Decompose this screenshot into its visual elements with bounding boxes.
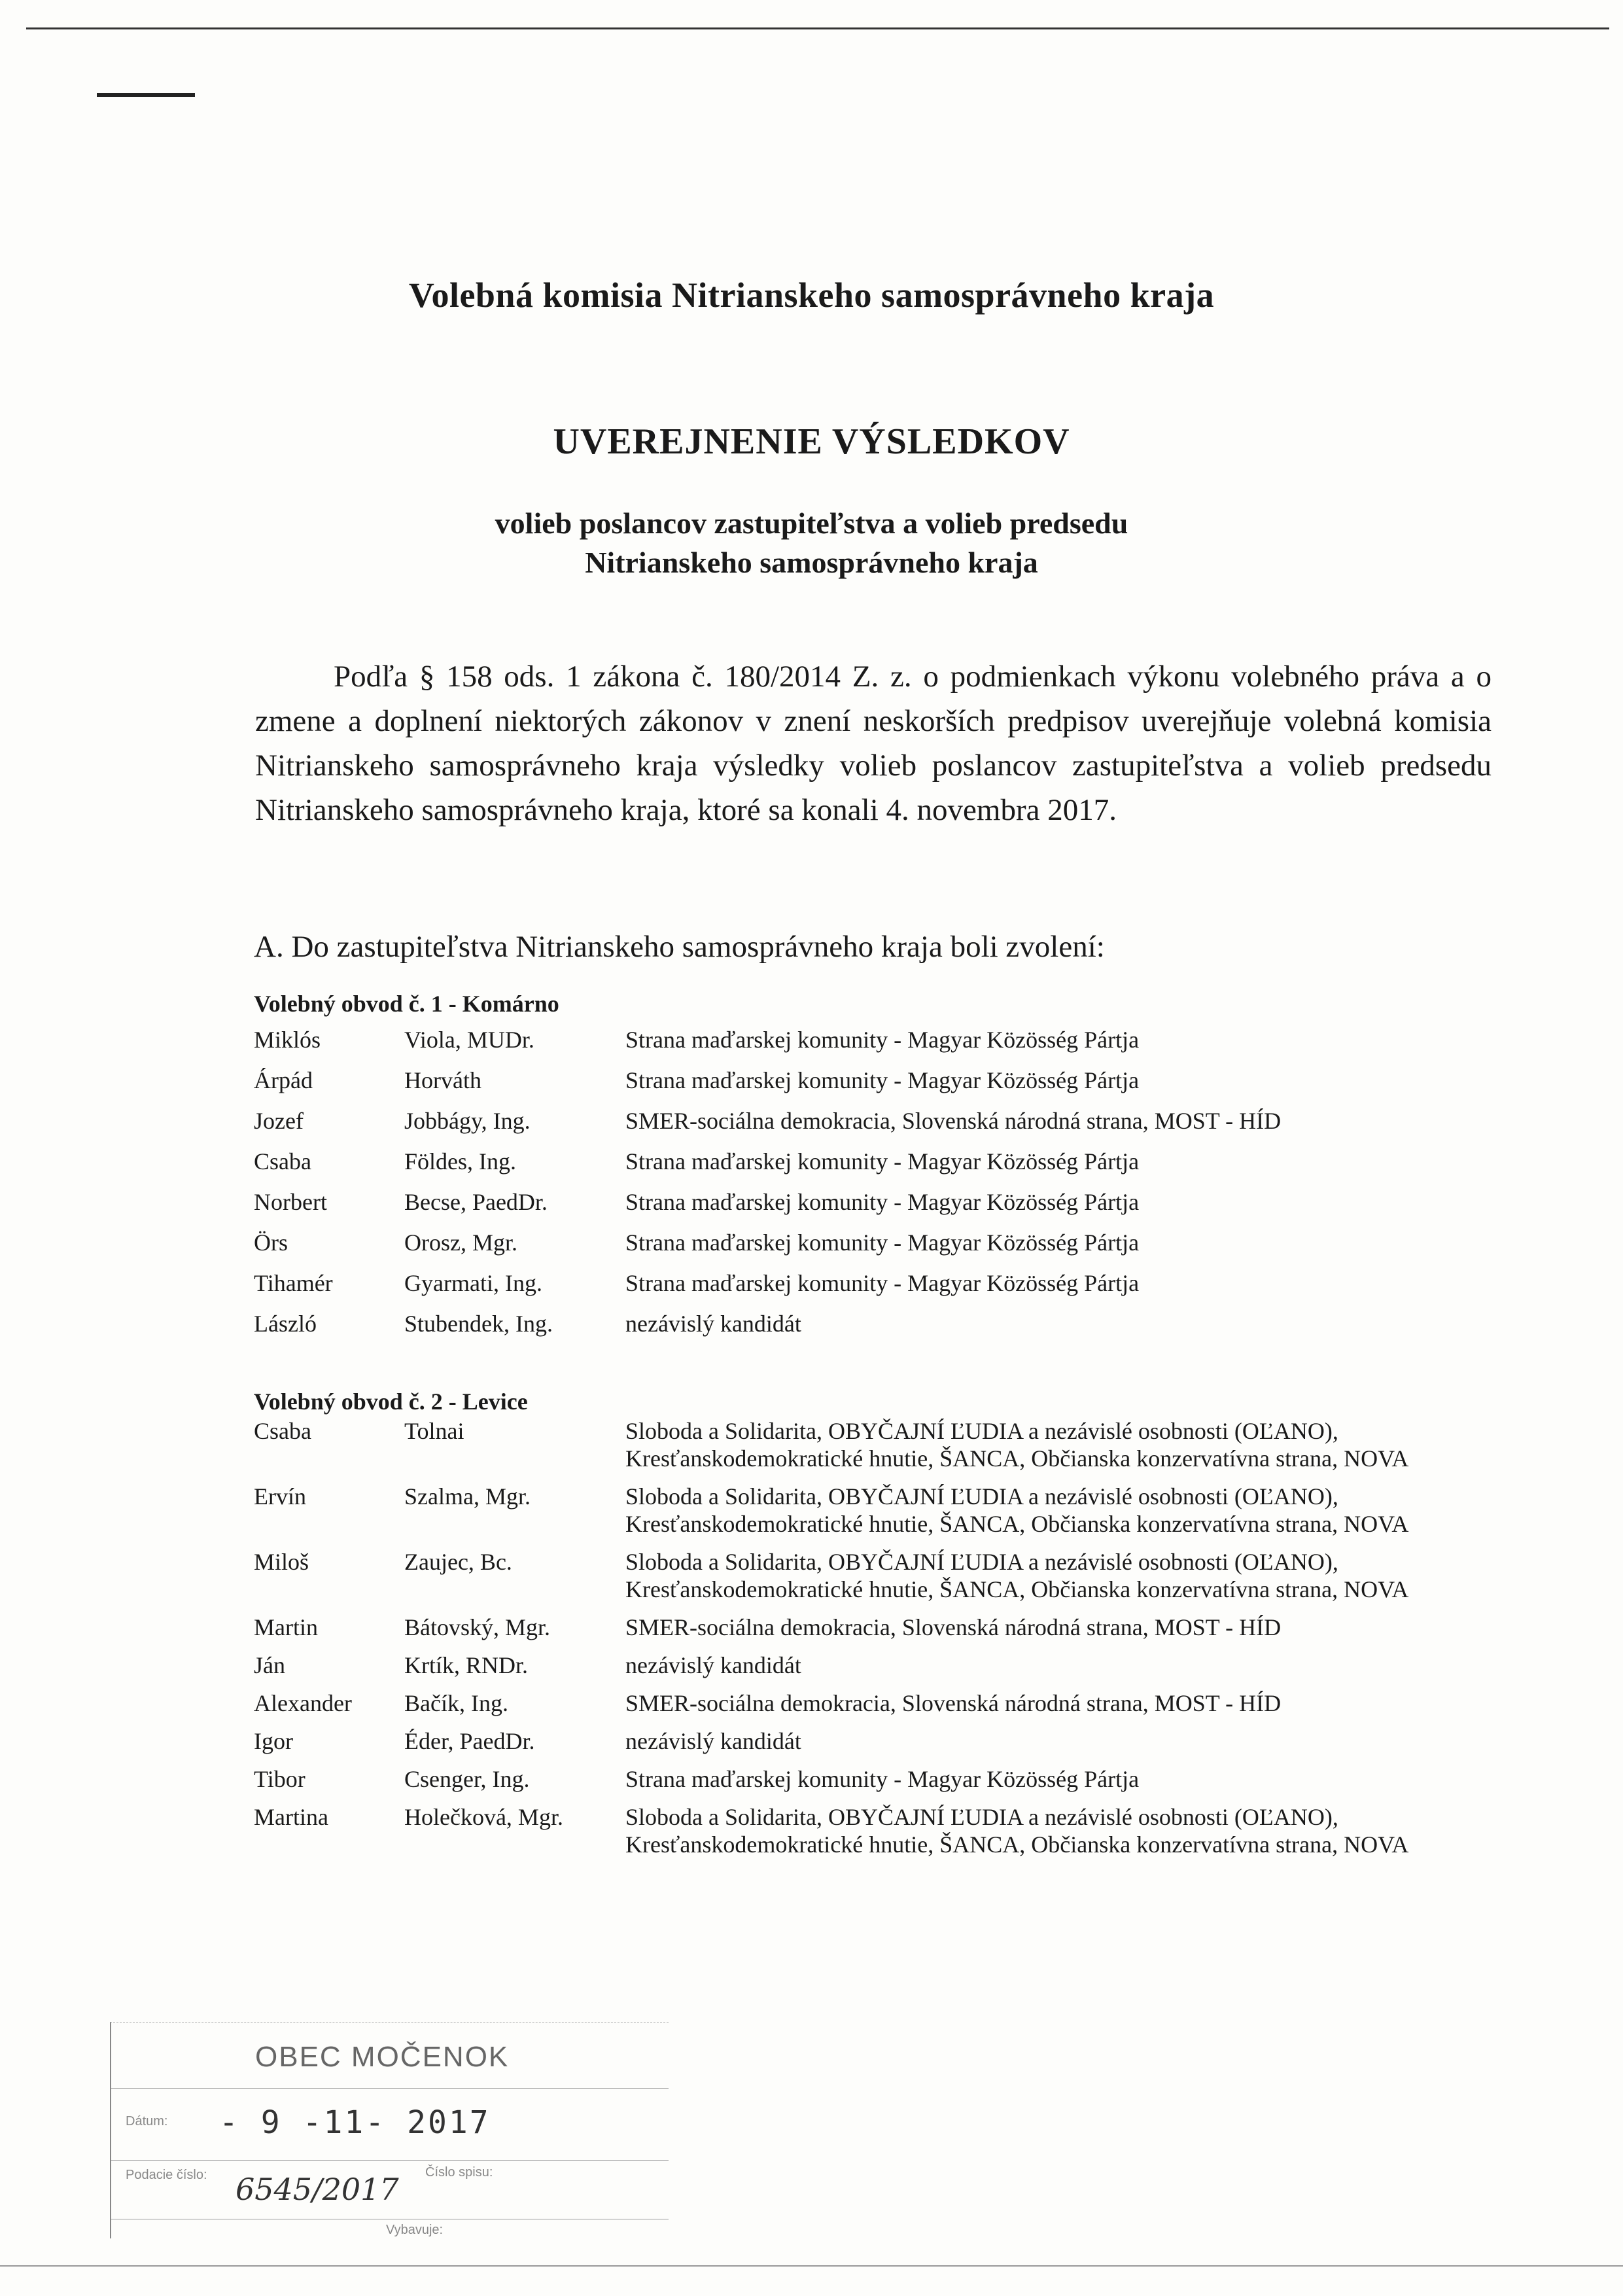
commission-heading: Volebná komisia Nitrianskeho samosprávneho kraja	[408, 275, 1215, 315]
member-party: Sloboda a Solidarita, OBYČAJNÍ ĽUDIA a nezávislé osobnosti (OĽANO), Kresťanskodemokratické hnutie, ŠANCA, Občianska konzervatívna strana, NOVA	[625, 1483, 1409, 1537]
member-first-name: Igor	[254, 1728, 293, 1754]
scan-mark	[97, 93, 195, 97]
district-title: Volebný obvod č. 1 - Komárno	[254, 991, 559, 1017]
member-row	[254, 1765, 1549, 1793]
member-last-name: Krtík, RNDr.	[404, 1652, 528, 1678]
member-row	[254, 1182, 1549, 1222]
member-first-name: Árpád	[254, 1067, 313, 1093]
member-first-name: Csaba	[254, 1148, 311, 1174]
member-row	[254, 1019, 1549, 1060]
member-last-name: Bačík, Ing.	[404, 1690, 508, 1716]
member-party: Strana maďarskej komunity - Magyar Közösség Pártja	[625, 1229, 1140, 1256]
member-first-name: László	[254, 1311, 317, 1337]
subtitle-line-1: volieb poslancov zastupiteľstva a volieb predsedu	[495, 506, 1128, 540]
member-party: Strana maďarskej komunity - Magyar Közösség Pártja	[625, 1189, 1140, 1215]
member-first-name: Jozef	[254, 1108, 304, 1134]
member-last-name: Orosz, Mgr.	[404, 1229, 517, 1256]
member-party: Sloboda a Solidarita, OBYČAJNÍ ĽUDIA a nezávislé osobnosti (OĽANO), Kresťanskodemokratické hnutie, ŠANCA, Občianska konzervatívna strana, NOVA	[625, 1804, 1409, 1858]
member-party: Strana maďarskej komunity - Magyar Közösség Pártja	[625, 1766, 1140, 1792]
member-party: Strana maďarskej komunity - Magyar Közösség Pártja	[625, 1027, 1140, 1053]
district-1-list	[254, 1019, 1549, 1344]
member-row	[254, 1548, 1549, 1603]
member-party: SMER-sociálna demokracia, Slovenská národná strana, MOST - HÍD	[625, 1690, 1282, 1716]
district-2-list	[254, 1417, 1549, 1858]
stamp-divider	[111, 2160, 669, 2161]
stamp-date: - 9 -11- 2017	[219, 2104, 491, 2141]
member-last-name: Csenger, Ing.	[404, 1766, 530, 1792]
member-row	[254, 1803, 1549, 1858]
bottom-rule	[0, 2265, 1623, 2267]
member-party: nezávislý kandidát	[625, 1311, 801, 1337]
member-party: SMER-sociálna demokracia, Slovenská národná strana, MOST - HÍD	[625, 1108, 1282, 1134]
intro-paragraph	[255, 654, 1492, 832]
member-row	[254, 1303, 1549, 1344]
stamp-municipality: OBEC MOČENOK	[255, 2041, 510, 2073]
member-row	[254, 1060, 1549, 1101]
stamp-divider	[111, 2088, 669, 2089]
member-last-name: Tolnai	[404, 1418, 464, 1444]
member-row	[254, 1101, 1549, 1141]
section-a-heading: A. Do zastupiteľstva Nitrianskeho samosprávneho kraja boli zvolení:	[254, 930, 1105, 964]
stamp-reg-label: Podacie číslo:	[126, 2168, 207, 2182]
member-last-name: Szalma, Mgr.	[404, 1483, 531, 1510]
subtitle	[0, 504, 1623, 582]
member-row	[254, 1417, 1549, 1472]
member-first-name: Alexander	[254, 1690, 352, 1716]
member-first-name: Csaba	[254, 1418, 311, 1444]
member-last-name: Zaujec, Bc.	[404, 1549, 512, 1575]
member-first-name: Tihamér	[254, 1270, 333, 1296]
stamp-file-label: Číslo spisu:	[425, 2165, 493, 2180]
member-row	[254, 1222, 1549, 1263]
member-party: nezávislý kandidát	[625, 1728, 801, 1754]
member-first-name: Martina	[254, 1804, 328, 1830]
member-party: Strana maďarskej komunity - Magyar Közösség Pártja	[625, 1148, 1140, 1174]
member-first-name: Norbert	[254, 1189, 327, 1215]
member-first-name: Martin	[254, 1614, 318, 1640]
member-party: Sloboda a Solidarita, OBYČAJNÍ ĽUDIA a nezávislé osobnosti (OĽANO), Kresťanskodemokratické hnutie, ŠANCA, Občianska konzervatívna strana, NOVA	[625, 1418, 1409, 1472]
top-rule	[26, 27, 1609, 29]
member-row	[254, 1483, 1549, 1538]
member-row	[254, 1727, 1549, 1755]
member-party: Strana maďarskej komunity - Magyar Közösség Pártja	[625, 1270, 1140, 1296]
district-2	[254, 1386, 1549, 1869]
stamp-date-label: Dátum:	[126, 2114, 168, 2128]
member-last-name: Holečková, Mgr.	[404, 1804, 563, 1830]
member-first-name: Tibor	[254, 1766, 305, 1792]
member-row	[254, 1689, 1549, 1717]
district-title: Volebný obvod č. 2 - Levice	[254, 1388, 528, 1415]
member-last-name: Viola, MUDr.	[404, 1027, 534, 1053]
member-first-name: Ján	[254, 1652, 285, 1678]
member-party: SMER-sociálna demokracia, Slovenská národná strana, MOST - HÍD	[625, 1614, 1282, 1640]
member-last-name: Becse, PaedDr.	[404, 1189, 548, 1215]
member-first-name: Miklós	[254, 1027, 321, 1053]
member-row	[254, 1614, 1549, 1641]
member-row	[254, 1263, 1549, 1303]
page-title: UVEREJNENIE VÝSLEDKOV	[553, 421, 1070, 462]
subtitle-line-2: Nitrianskeho samosprávneho kraja	[585, 546, 1038, 579]
member-last-name: Jobbágy, Ing.	[404, 1108, 531, 1134]
member-row	[254, 1141, 1549, 1182]
member-party: nezávislý kandidát	[625, 1652, 801, 1678]
stamp-attachments-label: Vybavuje:	[386, 2223, 444, 2237]
member-last-name: Bátovský, Mgr.	[404, 1614, 551, 1640]
stamp-handwritten-number: 6545/2017	[236, 2172, 399, 2207]
member-last-name: Horváth	[404, 1067, 481, 1093]
member-party: Strana maďarskej komunity - Magyar Közösség Pártja	[625, 1067, 1140, 1093]
member-first-name: Ervín	[254, 1483, 306, 1510]
registry-stamp	[110, 2022, 669, 2238]
member-party: Sloboda a Solidarita, OBYČAJNÍ ĽUDIA a nezávislé osobnosti (OĽANO), Kresťanskodemokratické hnutie, ŠANCA, Občianska konzervatívna strana, NOVA	[625, 1549, 1409, 1602]
member-first-name: Örs	[254, 1229, 288, 1256]
member-first-name: Miloš	[254, 1549, 309, 1575]
member-last-name: Stubendek, Ing.	[404, 1311, 553, 1337]
district-1	[254, 988, 1549, 1344]
member-last-name: Gyarmati, Ing.	[404, 1270, 542, 1296]
intro-text: Podľa § 158 ods. 1 zákona č. 180/2014 Z. z. o podmienkach výkonu volebného práva a o zmene a doplnení niektorých zákonov v znení neskorších predpisov uverejňuje volebná komisia Nitrianskeho samosprávneho kraja výsledky volieb poslancov zastupiteľstva a volieb predsedu Nitrianskeho samosprávneho kraja, ktoré sa konali 4. novembra 2017.	[255, 660, 1492, 827]
member-last-name: Éder, PaedDr.	[404, 1728, 535, 1754]
member-last-name: Földes, Ing.	[404, 1148, 516, 1174]
member-row	[254, 1651, 1549, 1679]
